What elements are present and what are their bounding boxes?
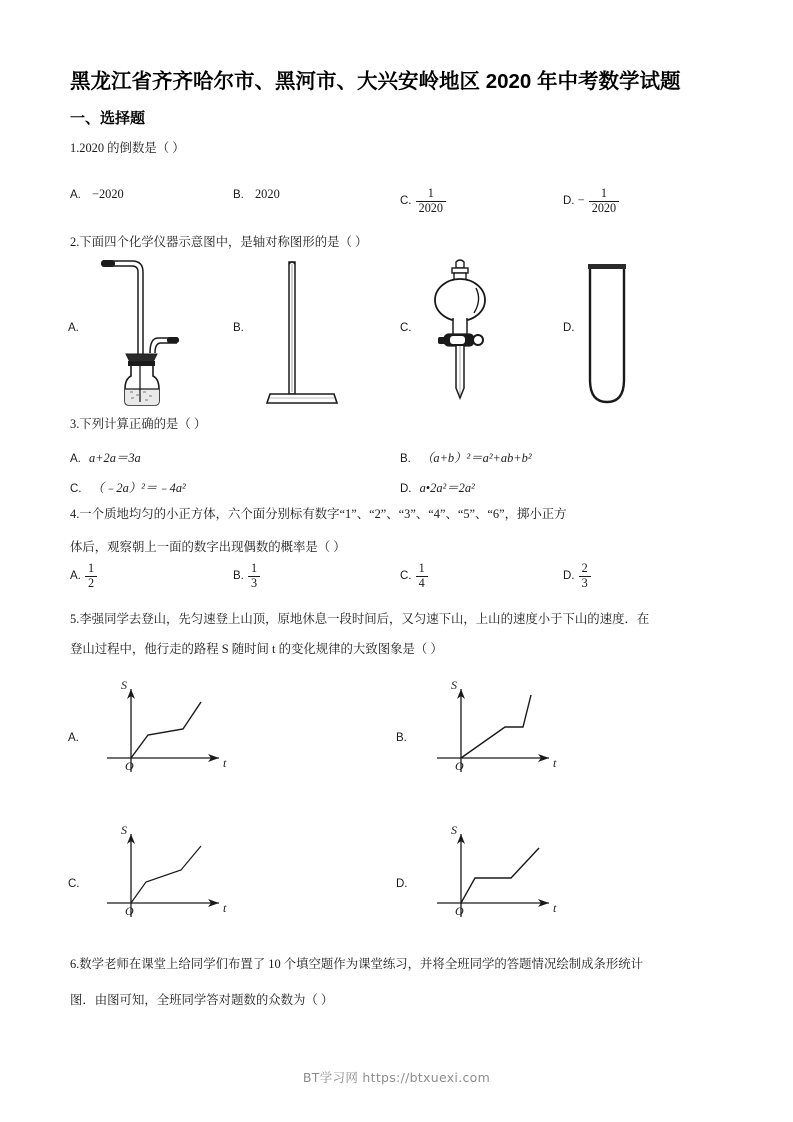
option-label: A. xyxy=(68,322,79,334)
option-label: A. xyxy=(70,189,81,201)
fraction-denominator: 4 xyxy=(416,576,428,591)
question-6-stem-line1: 6.数学老师在课堂上给同学们布置了 10 个填空题作为课堂练习，并将全班同学的答题情况绘制成条形统计 xyxy=(70,957,644,971)
svg-text:S: S xyxy=(121,678,127,692)
svg-text:t: t xyxy=(553,901,557,915)
question-1-option-b[interactable] xyxy=(233,187,280,202)
fraction-numerator: 1 xyxy=(250,561,258,575)
option-label: B. xyxy=(396,732,407,744)
fraction-denominator: 3 xyxy=(248,576,260,591)
fraction xyxy=(248,562,260,590)
question-3-option-d[interactable] xyxy=(400,478,475,496)
fraction-denominator: 2020 xyxy=(589,201,619,216)
question-4-stem-line1: 4.一个质地均匀的小正方体，六个面分别标有数字“1”、“2”、“3”、“4”、“5”、“6”，掷小正方 xyxy=(70,507,567,521)
option-label: B. xyxy=(400,453,411,465)
question-5-option-a-label[interactable] xyxy=(68,730,79,745)
fraction-denominator: 3 xyxy=(579,576,591,591)
fraction xyxy=(85,562,97,590)
gas-washing-bottle-icon xyxy=(95,258,195,408)
option-label: C. xyxy=(400,570,412,583)
question-2-option-c-label[interactable] xyxy=(400,320,412,335)
question-3-stem: 3.下列计算正确的是（ ） xyxy=(70,417,207,431)
fraction-numerator: 1 xyxy=(418,561,425,575)
option-value: −2020 xyxy=(91,187,124,201)
question-1-option-c[interactable] xyxy=(400,187,447,215)
option-label: A. xyxy=(70,570,81,583)
question-2-option-b-label[interactable] xyxy=(233,320,244,335)
graph-c-figure xyxy=(95,820,235,920)
question-3-option-c[interactable] xyxy=(70,478,186,496)
option-label: A. xyxy=(68,732,79,744)
option-value: a•2a²＝2a² xyxy=(419,481,475,495)
question-3-option-b[interactable] xyxy=(400,448,532,466)
question-5-option-c-label[interactable] xyxy=(68,876,80,891)
option-label: B. xyxy=(233,570,244,583)
graph-a-figure xyxy=(95,675,235,775)
fraction-numerator: 1 xyxy=(600,186,607,200)
fraction-numerator: 2 xyxy=(581,561,588,575)
option-value: （﹣2a）²＝﹣4a² xyxy=(91,481,186,495)
question-1-stem: 1.2020 的倒数是（ ） xyxy=(70,141,185,155)
svg-text:t: t xyxy=(553,756,557,770)
fraction xyxy=(589,187,619,215)
page-title: 黑龙江省齐齐哈尔市、黑河市、大兴安岭地区 2020 年中考数学试题 xyxy=(70,70,681,93)
fraction-numerator: 1 xyxy=(427,186,434,200)
graph-d-figure xyxy=(425,820,565,920)
option-label: C. xyxy=(68,878,80,890)
fraction xyxy=(416,562,428,590)
question-4-option-d[interactable] xyxy=(563,562,592,590)
option-label: A. xyxy=(70,453,81,465)
option-value: 2020 xyxy=(254,187,280,201)
fraction-denominator: 2 xyxy=(85,576,97,591)
option-label: C. xyxy=(400,322,412,334)
svg-text:S: S xyxy=(451,823,457,837)
question-4-option-a[interactable] xyxy=(70,562,98,590)
question-4-stem-line2: 体后，观察朝上一面的数字出现偶数的概率是（ ） xyxy=(70,540,346,554)
question-1-option-a[interactable] xyxy=(70,187,124,202)
question-2-option-a-label[interactable] xyxy=(68,320,79,335)
option-value: （a+b）²＝a²+ab+b² xyxy=(420,451,532,465)
option-label: C. xyxy=(70,483,82,495)
svg-text:O: O xyxy=(455,904,464,918)
question-4-option-c[interactable] xyxy=(400,562,429,590)
option-label: D. xyxy=(400,483,412,495)
option-label: D. xyxy=(563,322,575,334)
option-label: D. xyxy=(396,878,408,890)
option-label: D. xyxy=(563,570,575,583)
question-1-option-d[interactable] xyxy=(563,187,620,215)
test-tube-icon xyxy=(570,260,650,410)
question-4-option-b[interactable] xyxy=(233,562,261,590)
question-5-option-b-label[interactable] xyxy=(396,730,407,745)
svg-text:S: S xyxy=(451,678,457,692)
question-2-stem: 2.下面四个化学仪器示意图中，是轴对称图形的是（ ） xyxy=(70,235,368,249)
svg-text:O: O xyxy=(455,759,464,773)
question-5-option-d-label[interactable] xyxy=(396,876,408,891)
separatory-funnel-icon xyxy=(418,258,518,408)
fraction-denominator: 2020 xyxy=(416,201,446,216)
fraction xyxy=(579,562,591,590)
footer-watermark: BT学习网 https://btxuexi.com xyxy=(302,1070,491,1085)
option-label: D. xyxy=(563,195,575,208)
option-label: B. xyxy=(233,322,244,334)
fraction xyxy=(416,187,446,215)
question-5-stem-line2: 登山过程中，他行走的路程 S 随时间 t 的变化规律的大致图象是（ ） xyxy=(70,642,443,656)
iron-stand-rod-icon xyxy=(258,258,358,408)
svg-text:O: O xyxy=(125,904,134,918)
svg-text:S: S xyxy=(121,823,127,837)
section-heading: 一、选择题 xyxy=(70,110,146,127)
question-5-stem-line1: 5.李强同学去登山，先匀速登上山顶，原地休息一段时间后，又匀速下山，上山的速度小于下山的速度．在 xyxy=(70,612,650,626)
option-label: B. xyxy=(233,189,244,201)
fraction-numerator: 1 xyxy=(87,561,95,575)
fraction-sign: − xyxy=(577,193,585,208)
graph-b-figure xyxy=(425,675,565,775)
svg-text:O: O xyxy=(125,759,134,773)
question-3-option-a[interactable] xyxy=(70,448,141,466)
svg-text:t: t xyxy=(223,756,227,770)
option-value: a+2a＝3a xyxy=(88,451,141,465)
question-6-stem-line2: 图．由图可知，全班同学答对题数的众数为（ ） xyxy=(70,993,334,1007)
svg-text:t: t xyxy=(223,901,227,915)
option-label: C. xyxy=(400,195,412,208)
